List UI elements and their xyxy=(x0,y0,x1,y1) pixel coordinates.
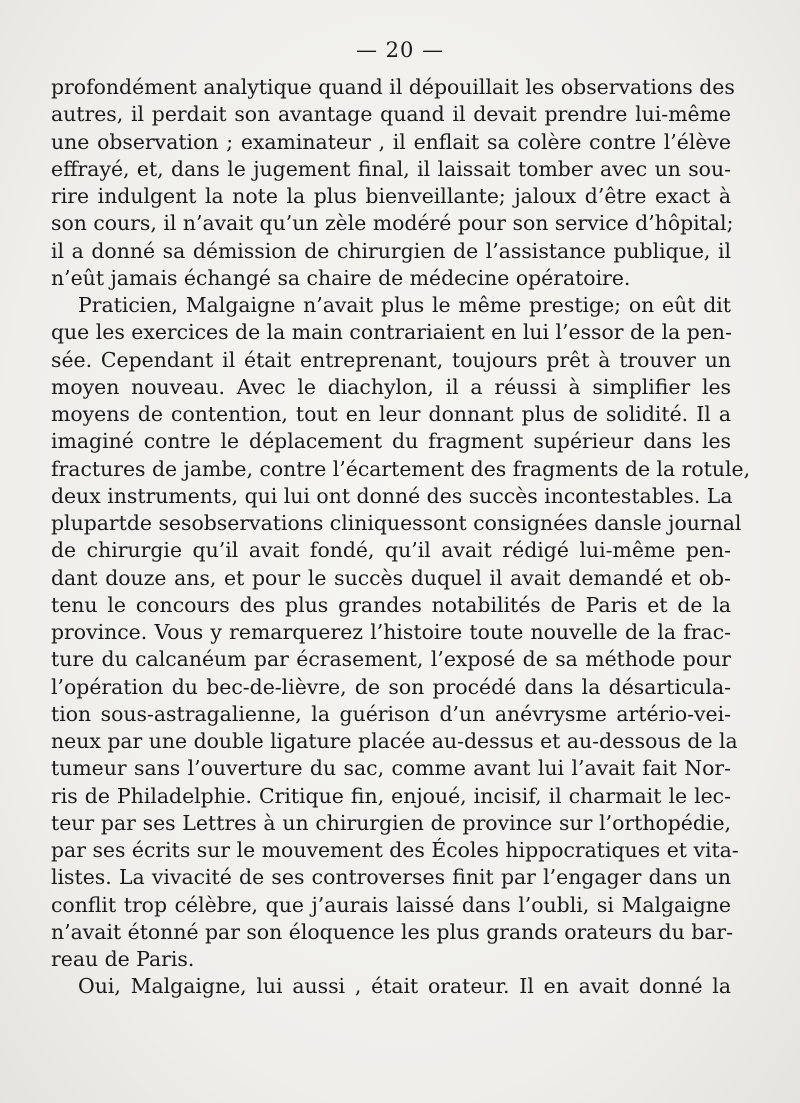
text-line: de chirurgie qu’il avait fondé, qu’il avait rédigé lui-même pen- xyxy=(51,538,731,563)
text-line: tion sous-astragalienne, la guérison d’un anévrysme artério-vei- xyxy=(51,701,731,726)
text-line: neux par une double ligature placée au-dessus et au-dessous de la xyxy=(51,729,738,753)
paragraph xyxy=(51,973,731,1000)
text-line: ture du calcanéum par écrasement, l’exposé de sa méthode pour xyxy=(51,647,731,672)
text-line: moyens de contention, tout en leur donnant plus de solidité. Il a xyxy=(51,402,731,426)
text-line: province. Vous y remarquerez l’histoire toute nouvelle de la frac- xyxy=(51,620,731,644)
text-line: moyen nouveau. Avec le diachylon, il a réussi à simplifier les xyxy=(51,374,731,399)
text-line: profondément analytique quand il dépouillait les observations des xyxy=(51,75,735,99)
text-line: il a donné sa démission de chirurgien de l’assistance publique, il xyxy=(51,238,731,263)
text-line: sée. Cependant il était entreprenant, toujours prêt à trouver un xyxy=(51,347,731,372)
text-line: conflit trop célèbre, que j’aurais laissé dans l’oubli, si Malgaigne xyxy=(51,892,731,917)
text-line: rire indulgent la note la plus bienveillante; jaloux d’être exact à xyxy=(51,184,731,208)
body-text xyxy=(51,74,751,1001)
text-line: n’avait étonné par son éloquence les plus grands orateurs du bar- xyxy=(51,919,734,944)
text-line: fractures de jambe, contre l’écartement des fragments de la rotule, xyxy=(51,456,751,481)
text-line: une observation ; examinateur , il enflait sa colère contre l’élève xyxy=(51,129,731,154)
text-line: autres, il perdait son avantage quand il devait prendre lui-même xyxy=(51,102,731,127)
text-line: teur par ses Lettres à un chirurgien de province sur l’orthopédie, xyxy=(51,810,731,835)
text-line: que les exercices de la main contrariaient en lui l’essor de la pen- xyxy=(51,320,732,345)
text-line: n’eût jamais échangé sa chaire de médecine opératoire. xyxy=(51,265,631,290)
text-line: reau de Paris. xyxy=(51,947,195,971)
text-line: par ses écrits sur le mouvement des Écoles hippocratiques et vita- xyxy=(51,838,739,862)
text-line: plupartde sesobservations cliniquessont consignées dansle journal xyxy=(51,511,742,535)
text-line: ris de Philadelphie. Critique fin, enjoué, incisif, il charmait le lec- xyxy=(51,783,731,808)
paragraph xyxy=(51,74,735,292)
text-line: son cours, il n’avait qu’un zèle modéré pour son service d’hôpital; xyxy=(51,211,734,236)
text-line: deux instruments, qui lui ont donné des succès incontestables. La xyxy=(51,483,733,508)
text-line: listes. La vivacité de ses controverses finit par l’engager dans un xyxy=(51,865,731,890)
text-line: imaginé contre le déplacement du fragment supérieur dans les xyxy=(51,429,731,454)
text-line: tumeur sans l’ouverture du sac, comme avant lui l’avait fait Nor- xyxy=(51,756,731,781)
text-line: l’opération du bec-de-lièvre, de son procédé dans la désarticula- xyxy=(51,674,731,699)
text-line: dant douze ans, et pour le succès duquel il avait demandé et ob- xyxy=(51,565,731,590)
paragraph xyxy=(51,292,751,973)
text-line: effrayé, et, dans le jugement final, il laissait tomber avec un sou- xyxy=(51,156,731,181)
text-line: Praticien, Malgaigne n’avait plus le même prestige; on eût dit xyxy=(78,293,731,317)
text-line: tenu le concours des plus grandes notabilités de Paris et de la xyxy=(51,592,731,617)
page-number: — 20 — xyxy=(355,38,445,62)
text-line: Oui, Malgaigne, lui aussi , était orateur. Il en avait donné la xyxy=(78,974,731,999)
